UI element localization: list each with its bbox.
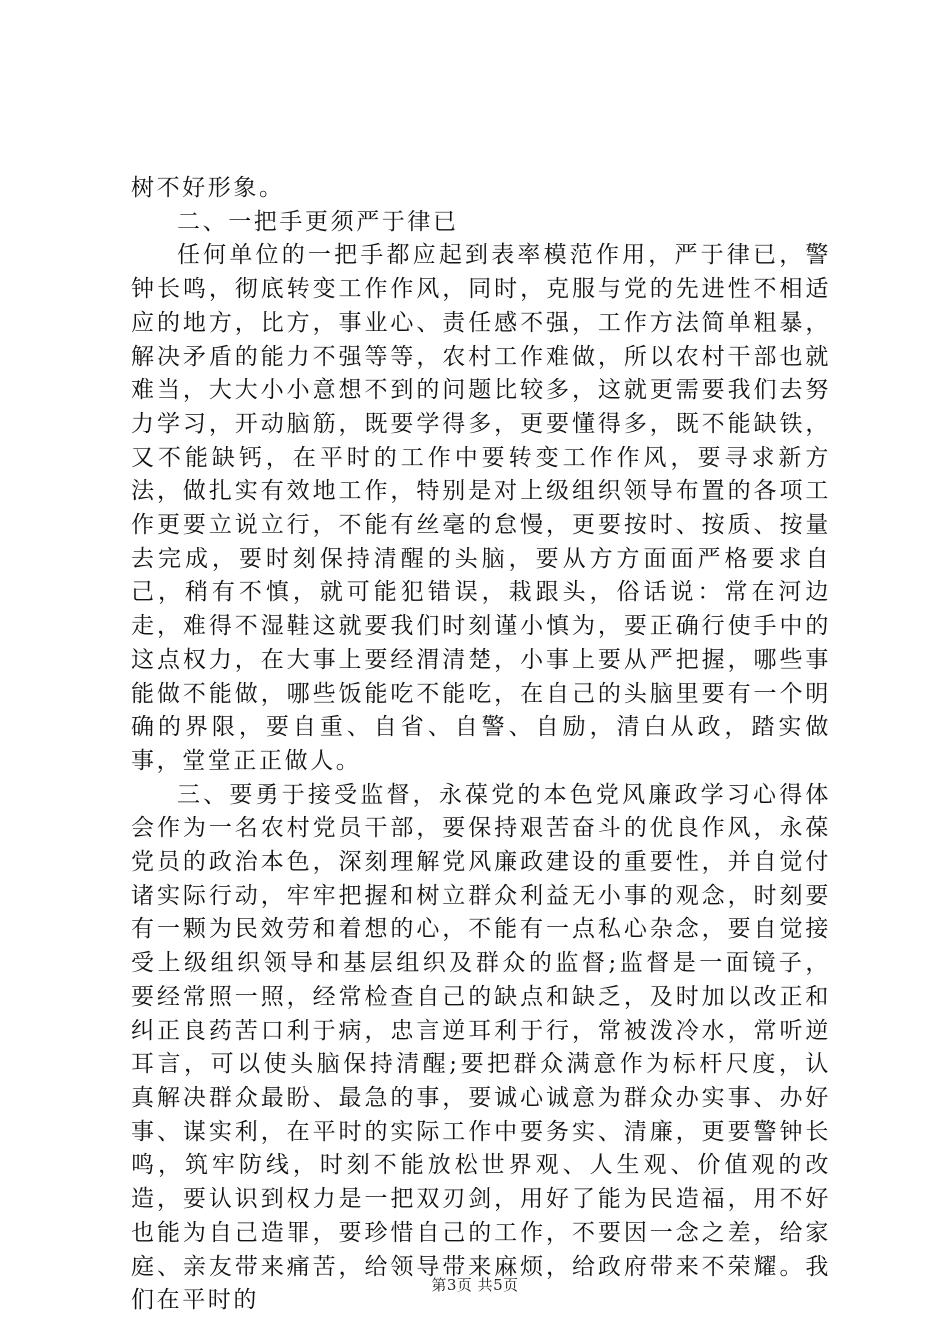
- page-number-footer: 第3页 共5页: [431, 1276, 519, 1294]
- document-body: [131, 172, 831, 1318]
- paragraph-closing-line: 树不好形象。: [131, 175, 285, 201]
- paragraph-section-three: 三、要勇于接受监督，永葆党的本色党风廉政学习心得体会作为一名农村党员干部，要保持艰苦奋斗的优良作风，永葆党员的政治本色，深刻理解党风廉政建设的重要性，并自觉付诸实际行动，牢牢把握和树立群众利益无小事的观念，时刻要有一颗为民效劳和着想的心，不能有一点私心杂念，要自觉接受上级组织领导和基层组织及群众的监督;监督是一面镜子，要经常照一照，经常检查自己的缺点和缺乏，及时加以改正和纠正良药苦口利于病，忠言逆耳利于行，常被泼冷水，常听逆耳言，可以使头脑保持清醒;要把群众满意作为标杆尺度，认真解决群众最盼、最急的事，要诚心诚意为群众办实事、办好事、谋实利，在平时的实际工作中要务实、清廉，更要警钟长鸣，筑牢防线，时刻不能放松世界观、人生观、价值观的改造，要认识到权力是一把双刃剑，用好了能为民造福，用不好也能为自己造罪，要珍惜自己的工作，不要因一念之差，给家庭、亲友带来痛苦，给领导带来麻烦，给政府带来不荣耀。我们在平时的: [131, 781, 831, 1314]
- section-heading-two: 二、一把手更须严于律已: [177, 208, 459, 235]
- paragraph-section-two: 任何单位的一把手都应起到表率模范作用，严于律已，警钟长鸣，彻底转变工作作风，同时，克服与党的先进性不相适应的地方，比方，事业心、责任感不强，工作方法简单粗暴，解决矛盾的能力不强等等，农村工作难做，所以农村干部也就难当，大大小小意想不到的问题比较多，这就更需要我们去努力学习，开动脑筋，既要学得多，更要懂得多，既不能缺铁，又不能缺钙，在平时的工作中要转变工作作风，要寻求新方法，做扎实有效地工作，特别是对上级组织领导布置的各项工作更要立说立行，不能有丝毫的怠慢，更要按时、按质、按量去完成，要时刻保持清醒的头脑，要从方方面面严格要求自己，稍有不慎，就可能犯错误，栽跟头，俗话说：常在河边走，难得不湿鞋这就要我们时刻谨小慎为，要正确行使手中的这点权力，在大事上要经渭清楚，小事上要从严把握，哪些事能做不能做，哪些饭能吃不能吃，在自己的头脑里要有一个明确的界限，要自重、自省、自警、自励，清白从政，踏实做事，堂堂正正做人。: [131, 242, 831, 774]
